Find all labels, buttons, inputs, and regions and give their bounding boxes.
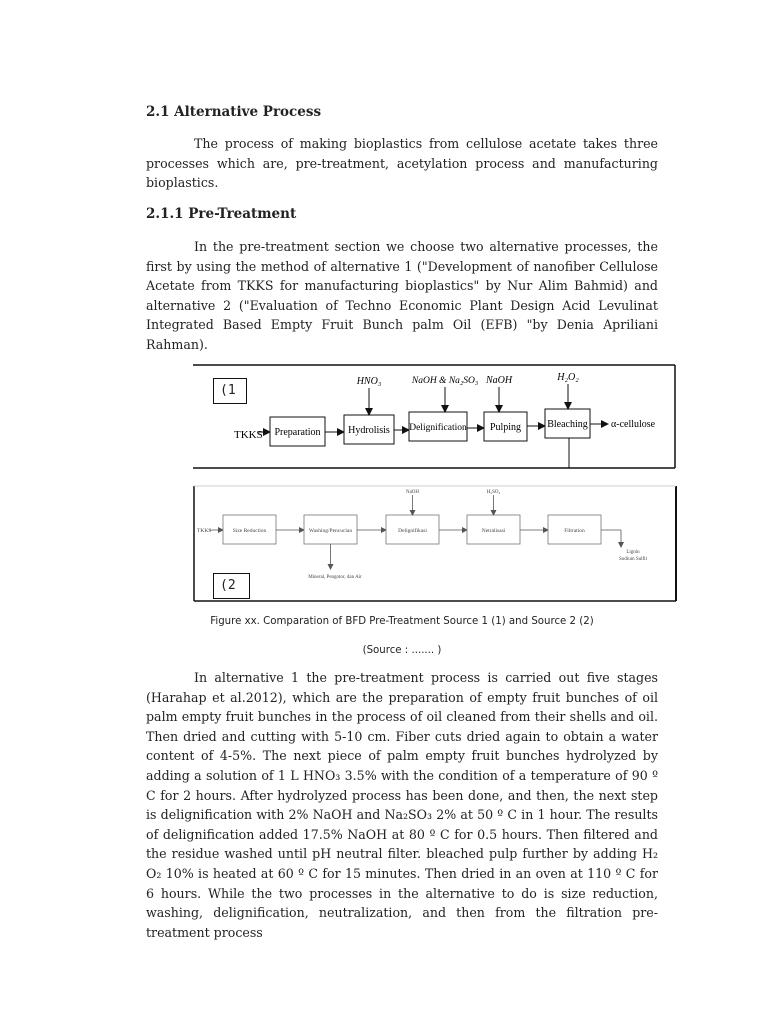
bfd1-block-bleaching-label: Bleaching bbox=[547, 419, 588, 430]
section-heading: 2.1 Alternative Process bbox=[146, 104, 322, 120]
bfd1-reagent-h2o2: H₂O₂ bbox=[557, 372, 579, 383]
bfd2-bottom-output: Mineral, Pengotor, dan Air bbox=[308, 575, 362, 580]
bfd2-block-filtration-label: Filtration bbox=[564, 528, 585, 534]
bfd2-block-delignifikasi-label: Delignifikasi bbox=[398, 528, 427, 534]
bfd-1-diagram bbox=[193, 364, 676, 470]
bfd2-side-output-line1: Lignin bbox=[626, 550, 640, 555]
subsection-heading: 2.1.1 Pre-Treatment bbox=[146, 206, 297, 222]
bfd-alternative-2 bbox=[193, 485, 678, 603]
bfd2-block-washing-label: Washing/Pencucian bbox=[308, 528, 353, 534]
bfd2-input-label: TKKS bbox=[197, 528, 212, 534]
bfd1-block-preparation-label: Preparation bbox=[274, 427, 321, 438]
bfd1-block-delignification-label: Delignification bbox=[409, 423, 467, 433]
bfd-2-diagram bbox=[193, 485, 678, 603]
bfd1-reagent-hno3: HNO₃ bbox=[356, 376, 382, 387]
bfd2-source-tag: (2 bbox=[213, 573, 250, 599]
bfd1-block-hydrolisis-label: Hydrolisis bbox=[348, 425, 390, 436]
bfd2-block-size-reduction-label: Size Reduction bbox=[232, 528, 267, 534]
bfd1-input-label: TKKS bbox=[234, 429, 263, 441]
bfd1-reagent-naoh: NaOH bbox=[485, 375, 513, 386]
bfd2-side-output-line2: Sodium Sulfit bbox=[619, 557, 647, 562]
bfd2-reagent-naoh: NaOH bbox=[405, 490, 420, 495]
subsection-intro-paragraph: In the pre-treatment section we choose two alternative processes, the first by using the method of alternative 1 ("Development of nanofiber Cellulose Acetate from TKKS for manufacturing bioplastics" by Nur Alim Bahmid) and alternative 2 ("Evaluation of Techno Economic Plant Design Acid Levulinat Integrated Based Empty Fruit Bunch palm Oil (EFB) "by Denia Apriliani Rahman). bbox=[146, 239, 658, 352]
bfd1-reagent-naoh-na2so3: NaOH & Na₂SO₃ bbox=[411, 376, 479, 386]
body-paragraph: In alternative 1 the pre-treatment process is carried out five stages (Harahap et al.2012), which are the preparation of empty fruit bunches of oil palm empty fruit bunches in the process of oil cleaned from their shells and oil. Then dried and cutting with 5-10 cm. Fiber cuts dried again to obtain a water content of 4-5%. The next piece of palm empty fruit bunches hydrolyzed by adding a solution of 1 L HNO₃ 3.5% with the condition of a temperature of 90 º C for 2 hours. After hydrolyzed process has been done, and then, the next step is delignification with 2% NaOH and Na₂SO₃ 2% at 50 º C in 1 hour. The results of delignification added 17.5% NaOH at 80 º C for 0.5 hours. Then filtered and the residue washed until pH neutral filter. bleached pulp further by adding H₂ O₂ 10% is heated at 60 º C for 15 minutes. Then dried in an oven at 110 º C for 6 hours. While the two processes in the alternative to do is size reduction, washing, delignification, neutralization, and then from the filtration pre-treatment process bbox=[146, 670, 658, 940]
figure-caption: Figure xx. Comparation of BFD Pre-Treatment Source 1 (1) and Source 2 (2) bbox=[210, 616, 594, 627]
bfd2-reagent-h2so4: H₂SO₄ bbox=[486, 490, 501, 495]
bfd1-block-pulping-label: Pulping bbox=[489, 422, 522, 433]
bfd-alternative-1 bbox=[193, 364, 676, 470]
figure-source: (Source : ....... ) bbox=[362, 645, 442, 656]
bfd2-block-netralisasi-label: Netralisasi bbox=[481, 528, 506, 534]
section-intro-paragraph: The process of making bioplastics from cellulose acetate takes three processes which are, pre-treatment, acetylation process and manufacturing bioplastics. bbox=[146, 136, 658, 191]
bfd1-source-tag: (1 bbox=[213, 378, 247, 404]
bfd1-output-label: α-cellulose bbox=[611, 419, 656, 430]
